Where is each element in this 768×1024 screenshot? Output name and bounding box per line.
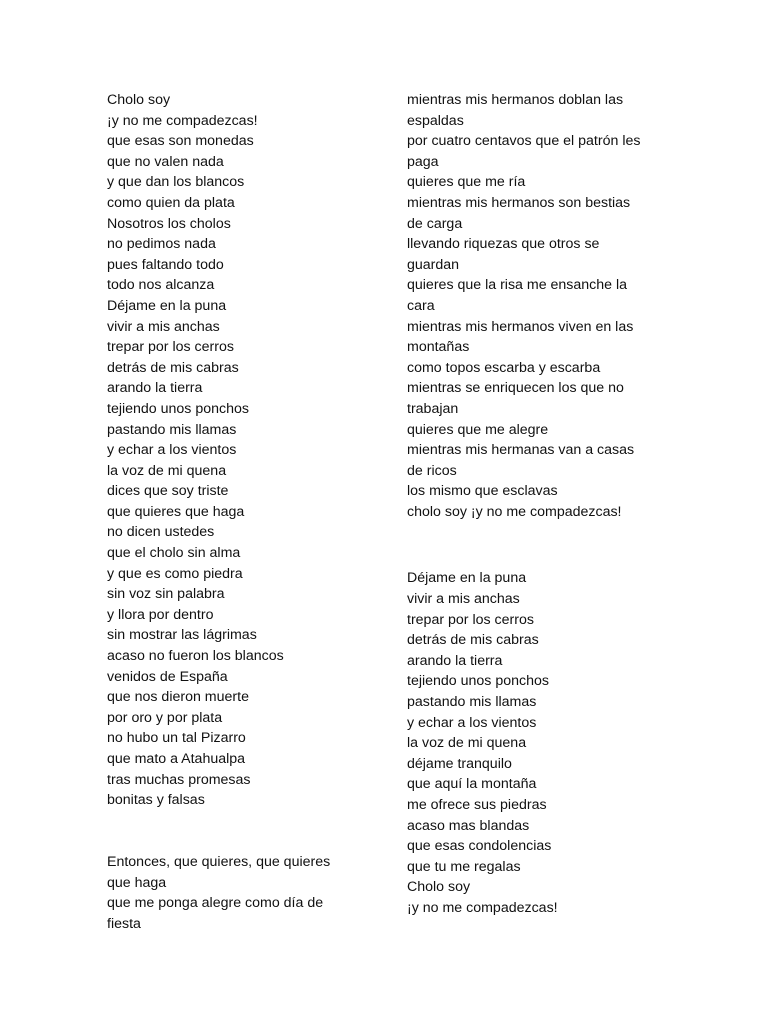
left-stanza-2 (107, 852, 369, 934)
poem-line: sin voz sin palabra (107, 586, 225, 603)
poem-line: pastando mis llamas (107, 421, 237, 438)
poem-line: y que es como piedra (107, 565, 243, 582)
poem-line: arando la tierra (107, 380, 203, 397)
poem-line: trepar por los cerros (107, 339, 234, 356)
poem-line: cholo soy ¡y no me compadezcas! (407, 503, 622, 520)
poem-line: que aquí la montaña (407, 776, 537, 793)
poem-line: sin mostrar las lágrimas (107, 627, 257, 644)
poem-line: venidos de España (107, 668, 228, 685)
poem-line: y echar a los vientos (407, 714, 537, 731)
poem-line: y echar a los vientos (107, 442, 237, 459)
poem-line: vivir a mis anchas (407, 591, 520, 608)
poem-line: fiesta (107, 915, 141, 932)
poem-line: no hubo un tal Pizarro (107, 730, 246, 747)
poem-line: la voz de mi quena (407, 735, 527, 752)
poem-line: Cholo soy (107, 92, 171, 108)
poem-line: déjame tranquilo (407, 755, 512, 772)
poem-line: dices que soy triste (107, 483, 229, 500)
left-stanza-1 (107, 90, 369, 811)
poem-line: mientras mis hermanas van a casas (407, 442, 635, 459)
poem-line: ¡y no me compadezcas! (407, 899, 558, 916)
poem-line: los mismo que esclavas (407, 483, 558, 500)
poem-line: trabajan (407, 400, 459, 417)
poem-line: tejiendo unos ponchos (107, 400, 249, 417)
poem-line: mientras se enriquecen los que no (407, 380, 624, 397)
poem-line: que nos dieron muerte (107, 689, 249, 706)
poem-line: Déjame en la puna (407, 570, 527, 587)
poem-line: Entonces, que quieres, que quieres (107, 853, 331, 870)
poem-line: de carga (407, 215, 463, 232)
poem-line: vivir a mis anchas (107, 318, 220, 335)
poem-line: tras muchas promesas (107, 771, 251, 788)
poem-line: acaso mas blandas (407, 817, 530, 834)
poem-line: de ricos (407, 462, 457, 479)
right-stanza-1 (407, 90, 669, 522)
poem-line: que me ponga alegre como día de (107, 895, 324, 912)
poem-line: arando la tierra (407, 652, 503, 669)
right-column (407, 90, 669, 919)
poem-line: no pedimos nada (107, 236, 216, 253)
poem-line: como topos escarba y escarba (407, 359, 601, 376)
poem-line: y que dan los blancos (107, 174, 245, 191)
poem-line: mientras mis hermanos son bestias (407, 194, 631, 211)
stanza-gap (407, 522, 669, 568)
poem-line: detrás de mis cabras (407, 632, 539, 649)
poem-line: espaldas (407, 112, 464, 129)
poem-line: por oro y por plata (107, 709, 223, 726)
poem-line: tejiendo unos ponchos (407, 673, 549, 690)
poem-line: Cholo soy (407, 879, 471, 896)
right-stanza-2 (407, 568, 669, 918)
poem-line: pues faltando todo (107, 256, 224, 273)
poem-line: me ofrece sus piedras (407, 797, 547, 813)
poem-line: trepar por los cerros (407, 611, 534, 628)
poem-line: mientras mis hermanos doblan las (407, 92, 624, 108)
poem-line: que el cholo sin alma (107, 545, 241, 562)
poem-line: no dicen ustedes (107, 524, 215, 541)
poem-line: por cuatro centavos que el patrón les (407, 133, 641, 150)
stanza-gap (107, 811, 369, 852)
poem-line: llevando riquezas que otros se (407, 236, 600, 253)
poem-line: paga (407, 153, 439, 170)
poem-line: quieres que me ría (407, 174, 526, 191)
poem-line: que quieres que haga (107, 503, 245, 520)
poem-line: acaso no fueron los blancos (107, 648, 284, 665)
poem-line: cara (407, 297, 435, 314)
poem-line: montañas (407, 339, 470, 356)
poem-line: y llora por dentro (107, 606, 214, 623)
poem-line: que haga (107, 874, 167, 891)
poem-line: todo nos alcanza (107, 277, 215, 294)
poem-line: Déjame en la puna (107, 297, 227, 314)
poem-line: que no valen nada (107, 153, 224, 170)
poem-line: quieres que la risa me ensanche la (407, 277, 628, 294)
poem-line: ¡y no me compadezcas! (107, 112, 258, 129)
poem-line: guardan (407, 256, 460, 273)
poem-line: pastando mis llamas (407, 694, 537, 711)
poem-line: Nosotros los cholos (107, 215, 231, 232)
poem-line: bonitas y falsas (107, 792, 205, 809)
poem-line: quieres que me alegre (407, 421, 549, 438)
poem-line: como quien da plata (107, 194, 235, 211)
poem-line: que tu me regalas (407, 858, 521, 875)
poem-line: mientras mis hermanos viven en las (407, 318, 634, 335)
poem-line: detrás de mis cabras (107, 359, 239, 376)
poem-line: la voz de mi quena (107, 462, 227, 479)
poem-line: que mato a Atahualpa (107, 751, 246, 767)
poem-line: que esas condolencias (407, 838, 552, 855)
left-column (107, 90, 369, 934)
poem-line: que esas son monedas (107, 133, 254, 150)
